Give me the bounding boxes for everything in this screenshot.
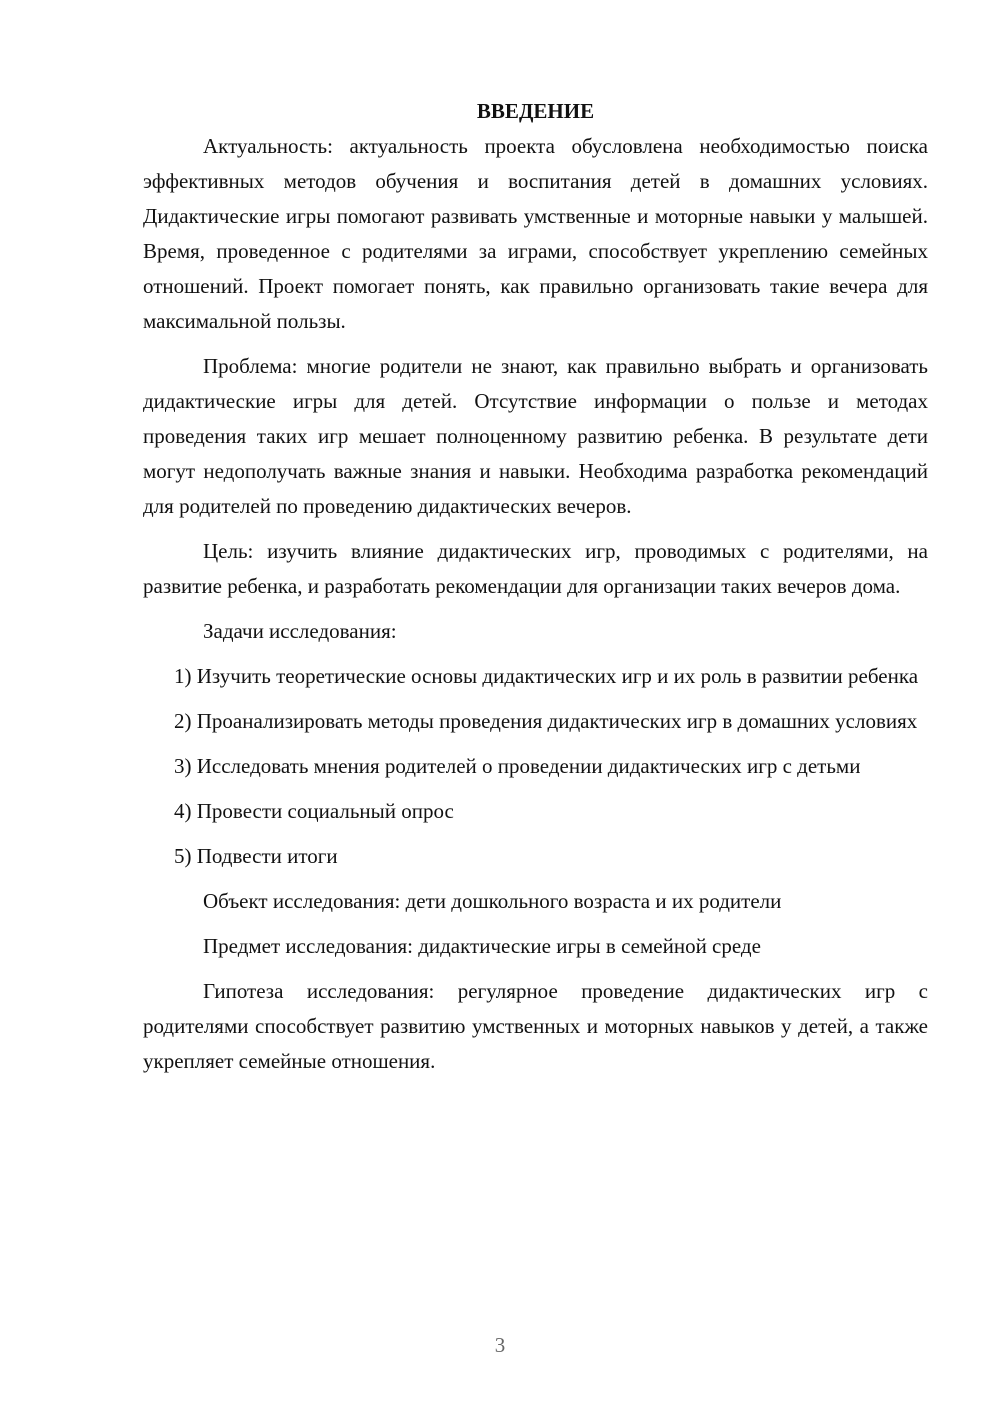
section-title: ВВЕДЕНИЕ (476, 99, 595, 123)
task-item-1: 1) Изучить теоретические основы дидактических игр и их роль в развитии ребенка (174, 664, 919, 688)
task-item-5: 5) Подвести итоги (174, 844, 338, 868)
object-paragraph: Объект исследования: дети дошкольного возраста и их родители (203, 889, 782, 913)
hypothesis-paragraph: Гипотеза исследования: регулярное проведение дидактических игр с родителями способствует развитию умственных и моторных навыков у детей, а также укрепляет семейные отношения. (143, 979, 928, 1073)
relevance-paragraph: Актуальность: актуальность проекта обусловлена необходимостью поиска эффективных методов обучения и воспитания детей в домашних условиях. Дидактические игры помогают развивать умственные и моторные навыки у малышей. Время, проведенное с родителями за играми, способствует укреплению семейных отношений. Проект помогает понять, как правильно организовать такие вечера для максимальной пользы. (143, 134, 928, 333)
subject-paragraph: Предмет исследования: дидактические игры в семейной среде (203, 934, 761, 958)
task-item-2: 2) Проанализировать методы проведения дидактических игр в домашних условиях (174, 709, 918, 733)
task-item-4: 4) Провести социальный опрос (174, 799, 454, 823)
document-page (143, 94, 928, 1089)
tasks-heading: Задачи исследования: (203, 619, 397, 643)
task-item-3: 3) Исследовать мнения родителей о проведении дидактических игр с детьми (174, 754, 861, 778)
goal-paragraph: Цель: изучить влияние дидактических игр, проводимых с родителями, на развитие ребенка, и разработать рекомендации для организации таких вечеров дома. (143, 539, 928, 598)
page-number: 3 (494, 1333, 506, 1357)
problem-paragraph: Проблема: многие родители не знают, как правильно выбрать и организовать дидактические игры для детей. Отсутствие информации о пользе и методах проведения таких игр мешает полноценному развитию ребенка. В результате дети могут недополучать важные знания и навыки. Необходима разработка рекомендаций для родителей по проведению дидактических вечеров. (143, 354, 928, 518)
